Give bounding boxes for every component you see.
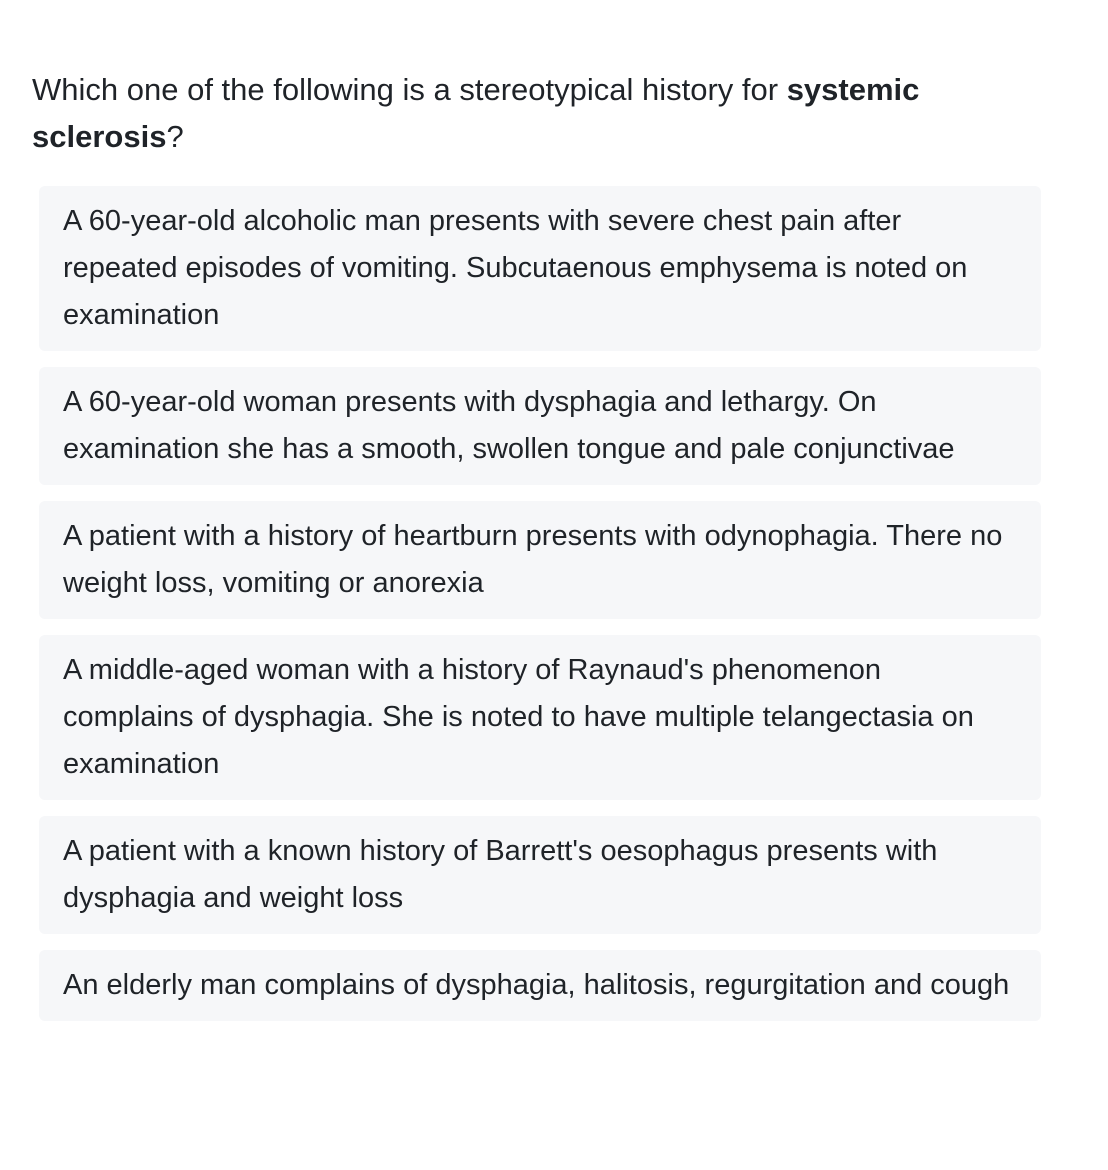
question-prefix: Which one of the following is a stereotypical history for	[32, 72, 787, 107]
answer-option-6[interactable]: An elderly man complains of dysphagia, halitosis, regurgitation and cough	[39, 950, 1041, 1021]
answer-options	[39, 186, 1041, 1021]
answer-option-4[interactable]: A middle-aged woman with a history of Raynaud's phenomenon complains of dysphagia. She is noted to have multiple telangectasia on examination	[39, 635, 1041, 800]
quiz-card	[32, 66, 1042, 1037]
answer-option-1[interactable]: A 60-year-old alcoholic man presents with severe chest pain after repeated episodes of vomiting. Subcutaenous emphysema is noted on examination	[39, 186, 1041, 351]
answer-option-3[interactable]: A patient with a history of heartburn presents with odynophagia. There no weight loss, vomiting or anorexia	[39, 501, 1041, 619]
answer-option-5[interactable]: A patient with a known history of Barrett's oesophagus presents with dysphagia and weight loss	[39, 816, 1041, 934]
question-text	[32, 66, 1042, 160]
answer-option-2[interactable]: A 60-year-old woman presents with dysphagia and lethargy. On examination she has a smooth, swollen tongue and pale conjunctivae	[39, 367, 1041, 485]
question-suffix: ?	[166, 119, 184, 154]
question-emphasis: systemic sclerosis	[32, 72, 920, 154]
